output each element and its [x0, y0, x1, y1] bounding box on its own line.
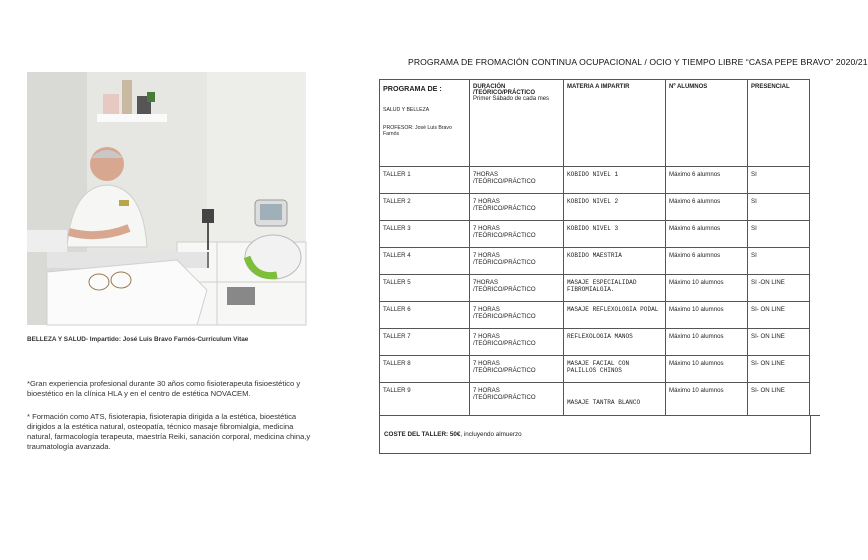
presencial-cell: SI- ON LINE [748, 356, 810, 383]
presencial-cell: SI [748, 194, 810, 221]
table-edge-line [808, 415, 820, 416]
presencial-cell: SI [748, 248, 810, 275]
materia-cell: KOBIDO NIVEL 3 [564, 221, 666, 248]
presencial-cell: SI [748, 167, 810, 194]
bio-text [27, 379, 317, 465]
duracion-cell: 7 HORAS /TEÓRICO/PRÁCTICO [470, 356, 564, 383]
duracion-cell: 7 HORAS /TEÓRICO/PRÁCTICO [470, 302, 564, 329]
materia-cell: MASAJE ESPECIALIDAD FIBROMIALGIA. [564, 275, 666, 302]
alumnos-label: Nº ALUMNOS [669, 84, 708, 90]
presencial-cell: SI- ON LINE [748, 302, 810, 329]
duracion-cell: 7 HORAS /TEÓRICO/PRÁCTICO [470, 221, 564, 248]
taller-cell: TALLER 9 [380, 383, 470, 416]
program-title: PROGRAMA DE FROMACIÓN CONTINUA OCUPACIONAL / OCIO Y TIEMPO LIBRE “CASA PEPE BRAVO” 2020/21 [408, 57, 868, 67]
header-materia [564, 80, 666, 167]
taller-cell: TALLER 8 [380, 356, 470, 383]
materia-cell: KOBIDO NIVEL 2 [564, 194, 666, 221]
area-label: SALUD Y BELLEZA [383, 107, 430, 113]
duracion-cell: 7 HORAS /TEÓRICO/PRÁCTICO [470, 194, 564, 221]
duracion-label: DURACIÓN /TEÓRICO/PRÁCTICO [473, 84, 536, 96]
cost-detail: , incluyendo almuerzo [460, 431, 522, 438]
table-row [380, 167, 810, 194]
presencial-cell: SI [748, 221, 810, 248]
header-presencial [748, 80, 810, 167]
materia-cell: KOBIDO MAESTRIA [564, 248, 666, 275]
cost-label: COSTE DEL TALLER: 50€ [384, 431, 461, 438]
program-table [379, 79, 810, 416]
alumnos-cell: Máximo 6 alumnos [666, 194, 748, 221]
taller-cell: TALLER 3 [380, 221, 470, 248]
programa-label: PROGRAMA DE : [383, 84, 442, 93]
duracion-cell: 7 HORAS /TEÓRICO/PRÁCTICO [470, 383, 564, 416]
photo-caption: BELLEZA Y SALUD- Impartido: José Luis Bravo Farnós-Curriculum Vitae [27, 336, 249, 343]
taller-cell: TALLER 5 [380, 275, 470, 302]
materia-cell [564, 383, 666, 416]
materia-cell: KOBIDO NIVEL 1 [564, 167, 666, 194]
table-row [380, 383, 810, 416]
materia-label: MATERIA A IMPARTIR [567, 84, 630, 90]
duracion-sub: Primer Sábado de cada mes [473, 96, 550, 102]
treatment-room-illustration [27, 72, 306, 325]
materia-cell: MASAJE REFLEXOLOGIA PODAL [564, 302, 666, 329]
alumnos-cell: Máximo 10 alumnos [666, 383, 748, 416]
presencial-cell: SI -ON LINE [748, 275, 810, 302]
presencial-label: PRESENCIAL [751, 84, 790, 90]
table-row [380, 194, 810, 221]
presencial-cell: SI- ON LINE [748, 329, 810, 356]
taller-cell: TALLER 1 [380, 167, 470, 194]
duracion-cell: 7HORAS /TEÓRICO/PRÁCTICO [470, 167, 564, 194]
header-duracion [470, 80, 564, 167]
alumnos-cell: Máximo 10 alumnos [666, 356, 748, 383]
alumnos-cell: Máximo 6 alumnos [666, 248, 748, 275]
presencial-cell: SI- ON LINE [748, 383, 810, 416]
bio-paragraph: * Formación como ATS, fisioterapia, fisioterapia dirigida a la estética, bioestética dirigidos a la estética natural, osteopatía, técnico masaje fibromialgia, medicina natural, farmacología terapeuta, maestría Reiki, sanación corporal, medicina china,y traumatología avanzada. [27, 411, 311, 452]
alumnos-cell: Máximo 6 alumnos [666, 221, 748, 248]
header-alumnos [666, 80, 748, 167]
taller-cell: TALLER 7 [380, 329, 470, 356]
duracion-cell: 7 HORAS /TEÓRICO/PRÁCTICO [470, 248, 564, 275]
header-programa [380, 80, 470, 167]
table-row [380, 248, 810, 275]
table-row [380, 302, 810, 329]
cost-box [379, 416, 811, 454]
materia-text: MASAJE TANTRA BLANCO [567, 399, 641, 406]
instructor-photo [27, 72, 306, 325]
table-row [380, 329, 810, 356]
alumnos-cell: Máximo 6 alumnos [666, 167, 748, 194]
duracion-cell: 7 HORAS /TEÓRICO/PRÁCTICO [470, 329, 564, 356]
table-row [380, 275, 810, 302]
alumnos-cell: Máximo 10 alumnos [666, 275, 748, 302]
duracion-cell: 7HORAS /TEÓRICO/PRÁCTICO [470, 275, 564, 302]
table-header-row [380, 80, 810, 167]
bio-paragraph: *Gran experiencia profesional durante 30 años como fisioterapeuta fisioestético y bioestético en la clínica HLA y en el centro de estética NOVACEM. [27, 379, 301, 399]
table-row [380, 221, 810, 248]
alumnos-cell: Máximo 10 alumnos [666, 329, 748, 356]
taller-cell: TALLER 6 [380, 302, 470, 329]
taller-cell: TALLER 2 [380, 194, 470, 221]
alumnos-cell: Máximo 10 alumnos [666, 302, 748, 329]
profesor-label: PROFESOR: José Luis Bravo Farnós [383, 125, 452, 137]
taller-cell: TALLER 4 [380, 248, 470, 275]
materia-cell: REFLEXOLOGIA MANOS [564, 329, 666, 356]
table-row [380, 356, 810, 383]
materia-cell: MASAJE FACIAL CON PALILLOS CHINOS [564, 356, 666, 383]
